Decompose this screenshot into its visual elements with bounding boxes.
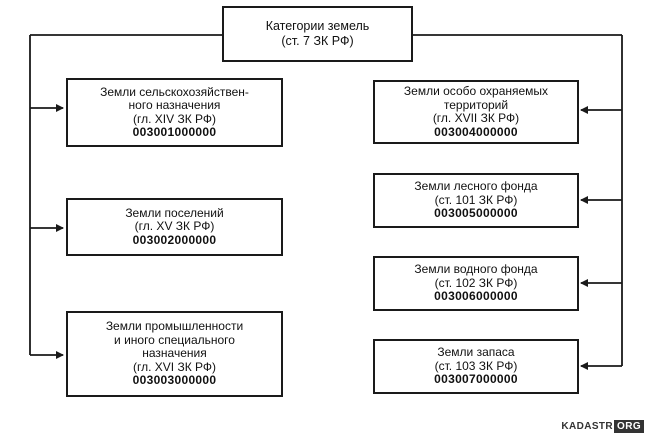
category-box-settlements bbox=[66, 198, 283, 256]
category-name: Земли запаса bbox=[437, 345, 515, 360]
category-code: 003005000000 bbox=[434, 206, 518, 221]
category-code: 003003000000 bbox=[132, 373, 217, 388]
watermark bbox=[561, 420, 644, 433]
category-name: Земли особо охраняемых территорий bbox=[403, 84, 549, 112]
category-code: 003001000000 bbox=[132, 125, 217, 139]
root-title: Категории земель bbox=[265, 19, 370, 33]
category-name: Земли сельскохозяйствен- ного назначения bbox=[100, 84, 249, 112]
category-name: Земли поселений bbox=[125, 205, 224, 220]
root-ref: (ст. 7 ЗК РФ) bbox=[281, 34, 354, 48]
category-ref: (гл. XV ЗК РФ) bbox=[134, 219, 215, 234]
category-box-reserve bbox=[373, 339, 579, 394]
category-box-agricultural bbox=[66, 78, 283, 147]
watermark-suffix: ORG bbox=[614, 420, 644, 433]
category-ref: (ст. 101 ЗК РФ) bbox=[434, 192, 518, 207]
root-category-box bbox=[222, 6, 413, 62]
category-ref: (ст. 102 ЗК РФ) bbox=[434, 275, 518, 290]
category-box-protected bbox=[373, 80, 579, 144]
category-box-water bbox=[373, 256, 579, 311]
category-name: Земли промышленности и иного специального назначения bbox=[105, 319, 244, 361]
category-name: Земли водного фонда bbox=[414, 262, 538, 277]
category-code: 003004000000 bbox=[434, 124, 518, 139]
category-ref: (ст. 103 ЗК РФ) bbox=[434, 358, 518, 373]
category-box-forest bbox=[373, 173, 579, 228]
watermark-text: KADASTR bbox=[561, 421, 614, 432]
category-ref: (гл. XVI ЗК РФ) bbox=[132, 359, 216, 374]
category-name: Земли лесного фонда bbox=[414, 179, 538, 194]
category-ref: (гл. XIV ЗК РФ) bbox=[132, 111, 216, 126]
category-box-industry bbox=[66, 311, 283, 397]
category-code: 003007000000 bbox=[434, 372, 518, 387]
category-ref: (гл. XVII ЗК РФ) bbox=[432, 111, 520, 125]
category-code: 003002000000 bbox=[132, 232, 217, 247]
category-code: 003006000000 bbox=[434, 289, 518, 304]
